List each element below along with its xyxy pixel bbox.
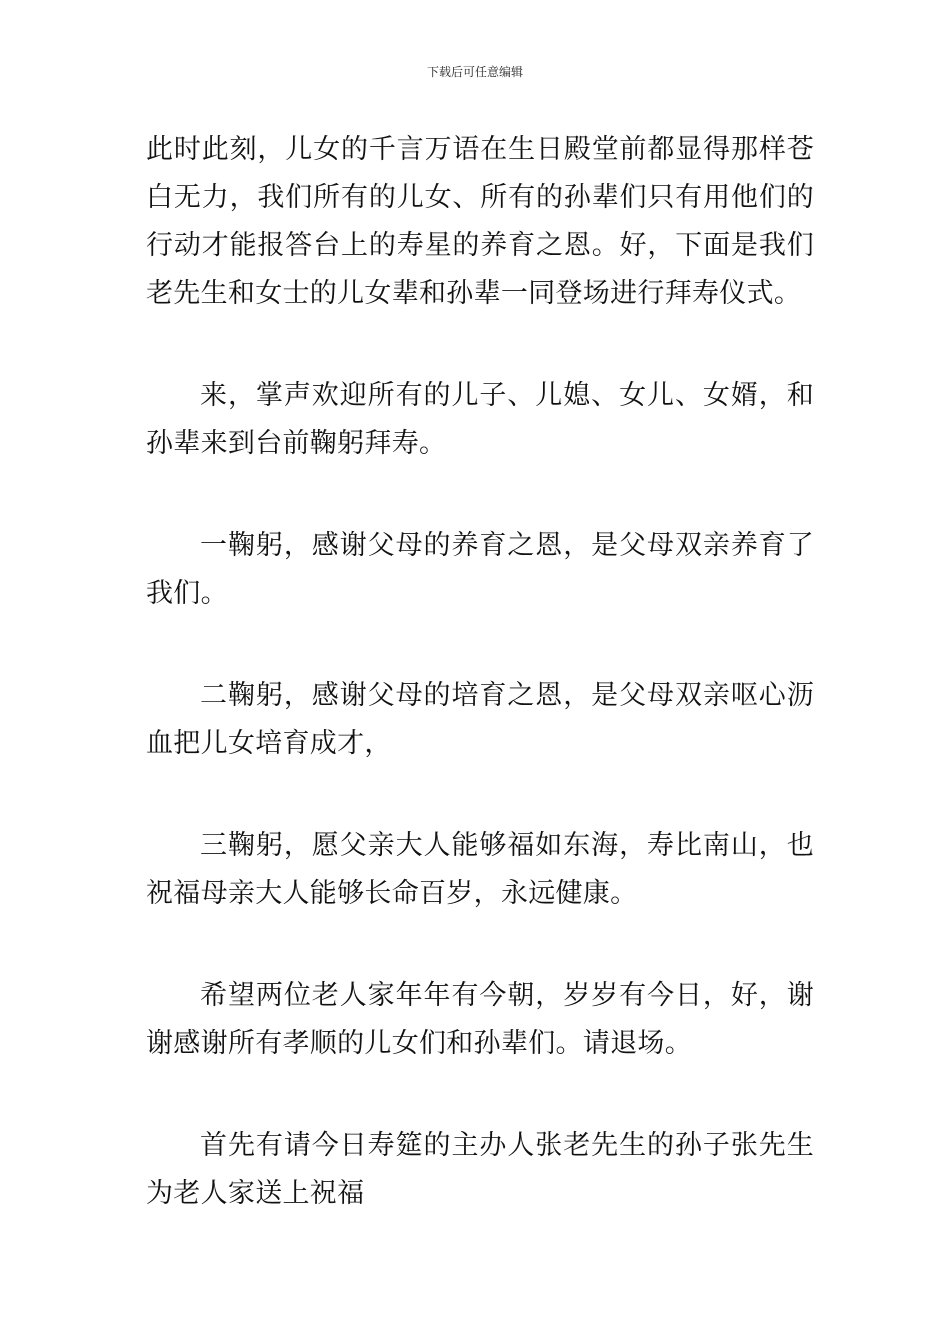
paragraph-5: 三鞠躬，愿父亲大人能够福如东海，寿比南山，也祝福母亲大人能够长命百岁，永远健康。 [146, 830, 814, 909]
page-header: 下载后可任意编辑 [426, 65, 523, 79]
paragraph-1: 此时此刻，儿女的千言万语在生日殿堂前都显得那样苍白无力，我们所有的儿女、所有的孙辈们只有用他们的行动才能报答台上的寿星的养育之恩。好，下面是我们老先生和女士的儿女辈和孙辈一同登场进行拜寿仪式。 [146, 134, 814, 309]
paragraph-6: 希望两位老人家年年有今朝，岁岁有今日，好，谢谢感谢所有孝顺的儿女们和孙辈们。请退场。 [146, 980, 814, 1059]
paragraph-2: 来，掌声欢迎所有的儿子、儿媳、女儿、女婿，和孙辈来到台前鞠躬拜寿。 [146, 380, 814, 459]
paragraph-7: 首先有请今日寿筵的主办人张老先生的孙子张先生为老人家送上祝福 [146, 1130, 814, 1209]
document-body [146, 126, 814, 1218]
paragraph-3: 一鞠躬，感谢父母的养育之恩，是父母双亲养育了我们。 [146, 530, 814, 609]
paragraph-4: 二鞠躬，感谢父母的培育之恩，是父母双亲呕心沥血把儿女培育成才， [146, 680, 814, 759]
